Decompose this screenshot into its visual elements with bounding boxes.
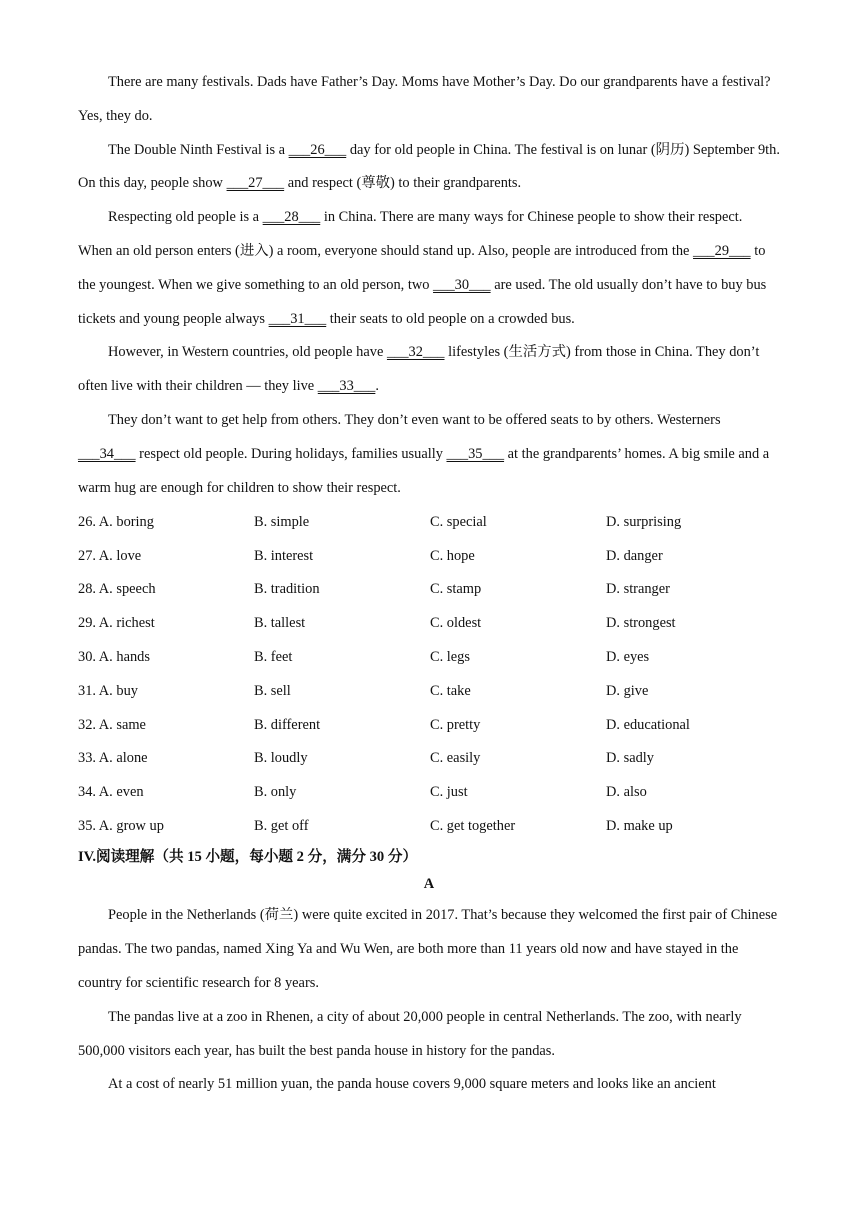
- option-d: D. surprising: [606, 513, 682, 530]
- passage-subtitle: A: [423, 876, 435, 893]
- option-d: D. make up: [606, 817, 673, 834]
- option-row-29: [78, 607, 780, 641]
- option-b: B. feet: [254, 648, 293, 665]
- option-c: C. get together: [430, 817, 516, 834]
- text-run: .: [375, 378, 379, 395]
- text-run: The Double Ninth Festival is a: [108, 141, 289, 158]
- option-a: 29. A. richest: [78, 615, 155, 632]
- cloze-passage: [78, 66, 780, 505]
- option-a: 27. A. love: [78, 547, 142, 564]
- text-run: in China. There are many ways for Chinese people to show their respect. When an old person enters (进入) a room, everyone should stand up. Also, people are introduced from the: [78, 209, 743, 259]
- passage-paragraph-3: [78, 201, 780, 336]
- option-a: 26. A. boring: [78, 513, 154, 530]
- option-b: B. interest: [254, 547, 314, 564]
- blank-26: ___26___: [288, 141, 347, 158]
- option-b: B. tallest: [254, 615, 306, 632]
- option-a: 33. A. alone: [78, 750, 148, 767]
- option-b: B. tradition: [254, 581, 320, 598]
- document-page: [78, 66, 780, 1102]
- option-a: 31. A. buy: [78, 682, 138, 699]
- option-row-31: [78, 674, 780, 708]
- passage-paragraph-1: There are many festivals. Dads have Father’s Day. Moms have Mother’s Day. Do our grandparents have a festival? Yes, they do.: [78, 74, 771, 124]
- passage-paragraph-5: [78, 404, 780, 505]
- text-run: Respecting old people is a: [108, 209, 263, 226]
- option-row-28: [78, 573, 780, 607]
- text-run: However, in Western countries, old people have: [108, 344, 387, 361]
- blank-30: ___30___: [433, 276, 491, 293]
- reading-paragraph-2: The pandas live at a zoo in Rhenen, a city of about 20,000 people in central Netherlands. The zoo, with nearly 500,000 visitors each year, has built the best panda house in history for the pandas.: [78, 1008, 742, 1059]
- option-a: 28. A. speech: [78, 581, 156, 598]
- option-row-27: [78, 539, 780, 573]
- option-c: C. stamp: [430, 581, 482, 598]
- text-run: day for old people in China. The festival is on lunar (阴历) September 9th. On this day, people show: [78, 141, 780, 192]
- option-d: D. stranger: [606, 581, 670, 598]
- option-d: D. danger: [606, 547, 663, 564]
- text-run: their seats to old people on a crowded bus.: [326, 310, 575, 327]
- option-b: B. sell: [254, 682, 291, 699]
- option-row-35: [78, 810, 780, 844]
- option-row-30: [78, 641, 780, 675]
- option-c: C. special: [430, 513, 487, 530]
- option-d: D. also: [606, 784, 647, 801]
- text-run: respect old people. During holidays, families usually: [135, 445, 447, 462]
- option-c: C. pretty: [430, 716, 481, 733]
- option-a: 32. A. same: [78, 716, 146, 733]
- option-a: 35. A. grow up: [78, 817, 164, 834]
- blank-35: ___35___: [446, 445, 505, 462]
- answer-options: [78, 505, 780, 843]
- option-c: C. oldest: [430, 615, 482, 632]
- reading-passage: [78, 899, 780, 1102]
- option-d: D. give: [606, 682, 649, 699]
- option-b: B. loudly: [254, 750, 308, 767]
- option-c: C. hope: [430, 547, 475, 564]
- option-row-33: [78, 742, 780, 776]
- passage-paragraph-4: [78, 336, 780, 404]
- option-d: D. educational: [606, 716, 690, 733]
- section-title: IV.阅读理解（共 15 小题，每小题 2 分，满分 30 分）: [78, 849, 418, 866]
- option-c: C. just: [430, 784, 468, 801]
- text-run: lifestyles (生活方式) from those in China. They don’t often live with their children — they live: [78, 344, 760, 395]
- passage-paragraph-2: [78, 134, 780, 202]
- blank-27: ___27___: [226, 175, 285, 192]
- text-run: at the grandparents’ homes. A big smile and a warm hug are enough for children to show their respect.: [78, 445, 770, 496]
- option-d: D. eyes: [606, 648, 650, 665]
- option-c: C. take: [430, 682, 471, 699]
- option-b: B. simple: [254, 513, 310, 530]
- text-run: They don’t want to get help from others. They don’t even want to be offered seats to by others. Westerners: [108, 411, 721, 428]
- text-run: to the youngest. When we give something to an old person, two: [78, 242, 766, 293]
- option-a: 34. A. even: [78, 784, 144, 801]
- option-row-34: [78, 776, 780, 810]
- option-b: B. get off: [254, 817, 309, 834]
- option-row-26: [78, 505, 780, 539]
- option-c: C. easily: [430, 750, 481, 767]
- option-d: D. sadly: [606, 750, 654, 767]
- option-a: 30. A. hands: [78, 648, 150, 665]
- blank-33: ___33___: [317, 378, 376, 395]
- option-d: D. strongest: [606, 615, 676, 632]
- blank-34: ___34___: [78, 445, 136, 462]
- option-b: B. only: [254, 784, 297, 801]
- blank-29: ___29___: [693, 242, 751, 259]
- option-row-32: [78, 708, 780, 742]
- option-b: B. different: [254, 716, 321, 733]
- option-c: C. legs: [430, 648, 470, 665]
- text-run: and respect (尊敬) to their grandparents.: [284, 175, 522, 192]
- blank-31: ___31___: [268, 310, 327, 327]
- blank-28: ___28___: [262, 209, 321, 226]
- reading-paragraph-1: People in the Netherlands (荷兰) were quite excited in 2017. That’s because they welcomed the first pair of Chinese pandas. The two pandas, named Xing Ya and Wu Wen, are both more than 11 years old now and have stayed in the country for scientific research for 8 years.: [78, 907, 778, 991]
- reading-paragraph-3: At a cost of nearly 51 million yuan, the panda house covers 9,000 square meters and looks like an ancient: [108, 1076, 716, 1093]
- text-run: are used. The old usually don’t have to buy bus tickets and young people always: [78, 276, 767, 327]
- blank-32: ___32___: [386, 344, 445, 361]
